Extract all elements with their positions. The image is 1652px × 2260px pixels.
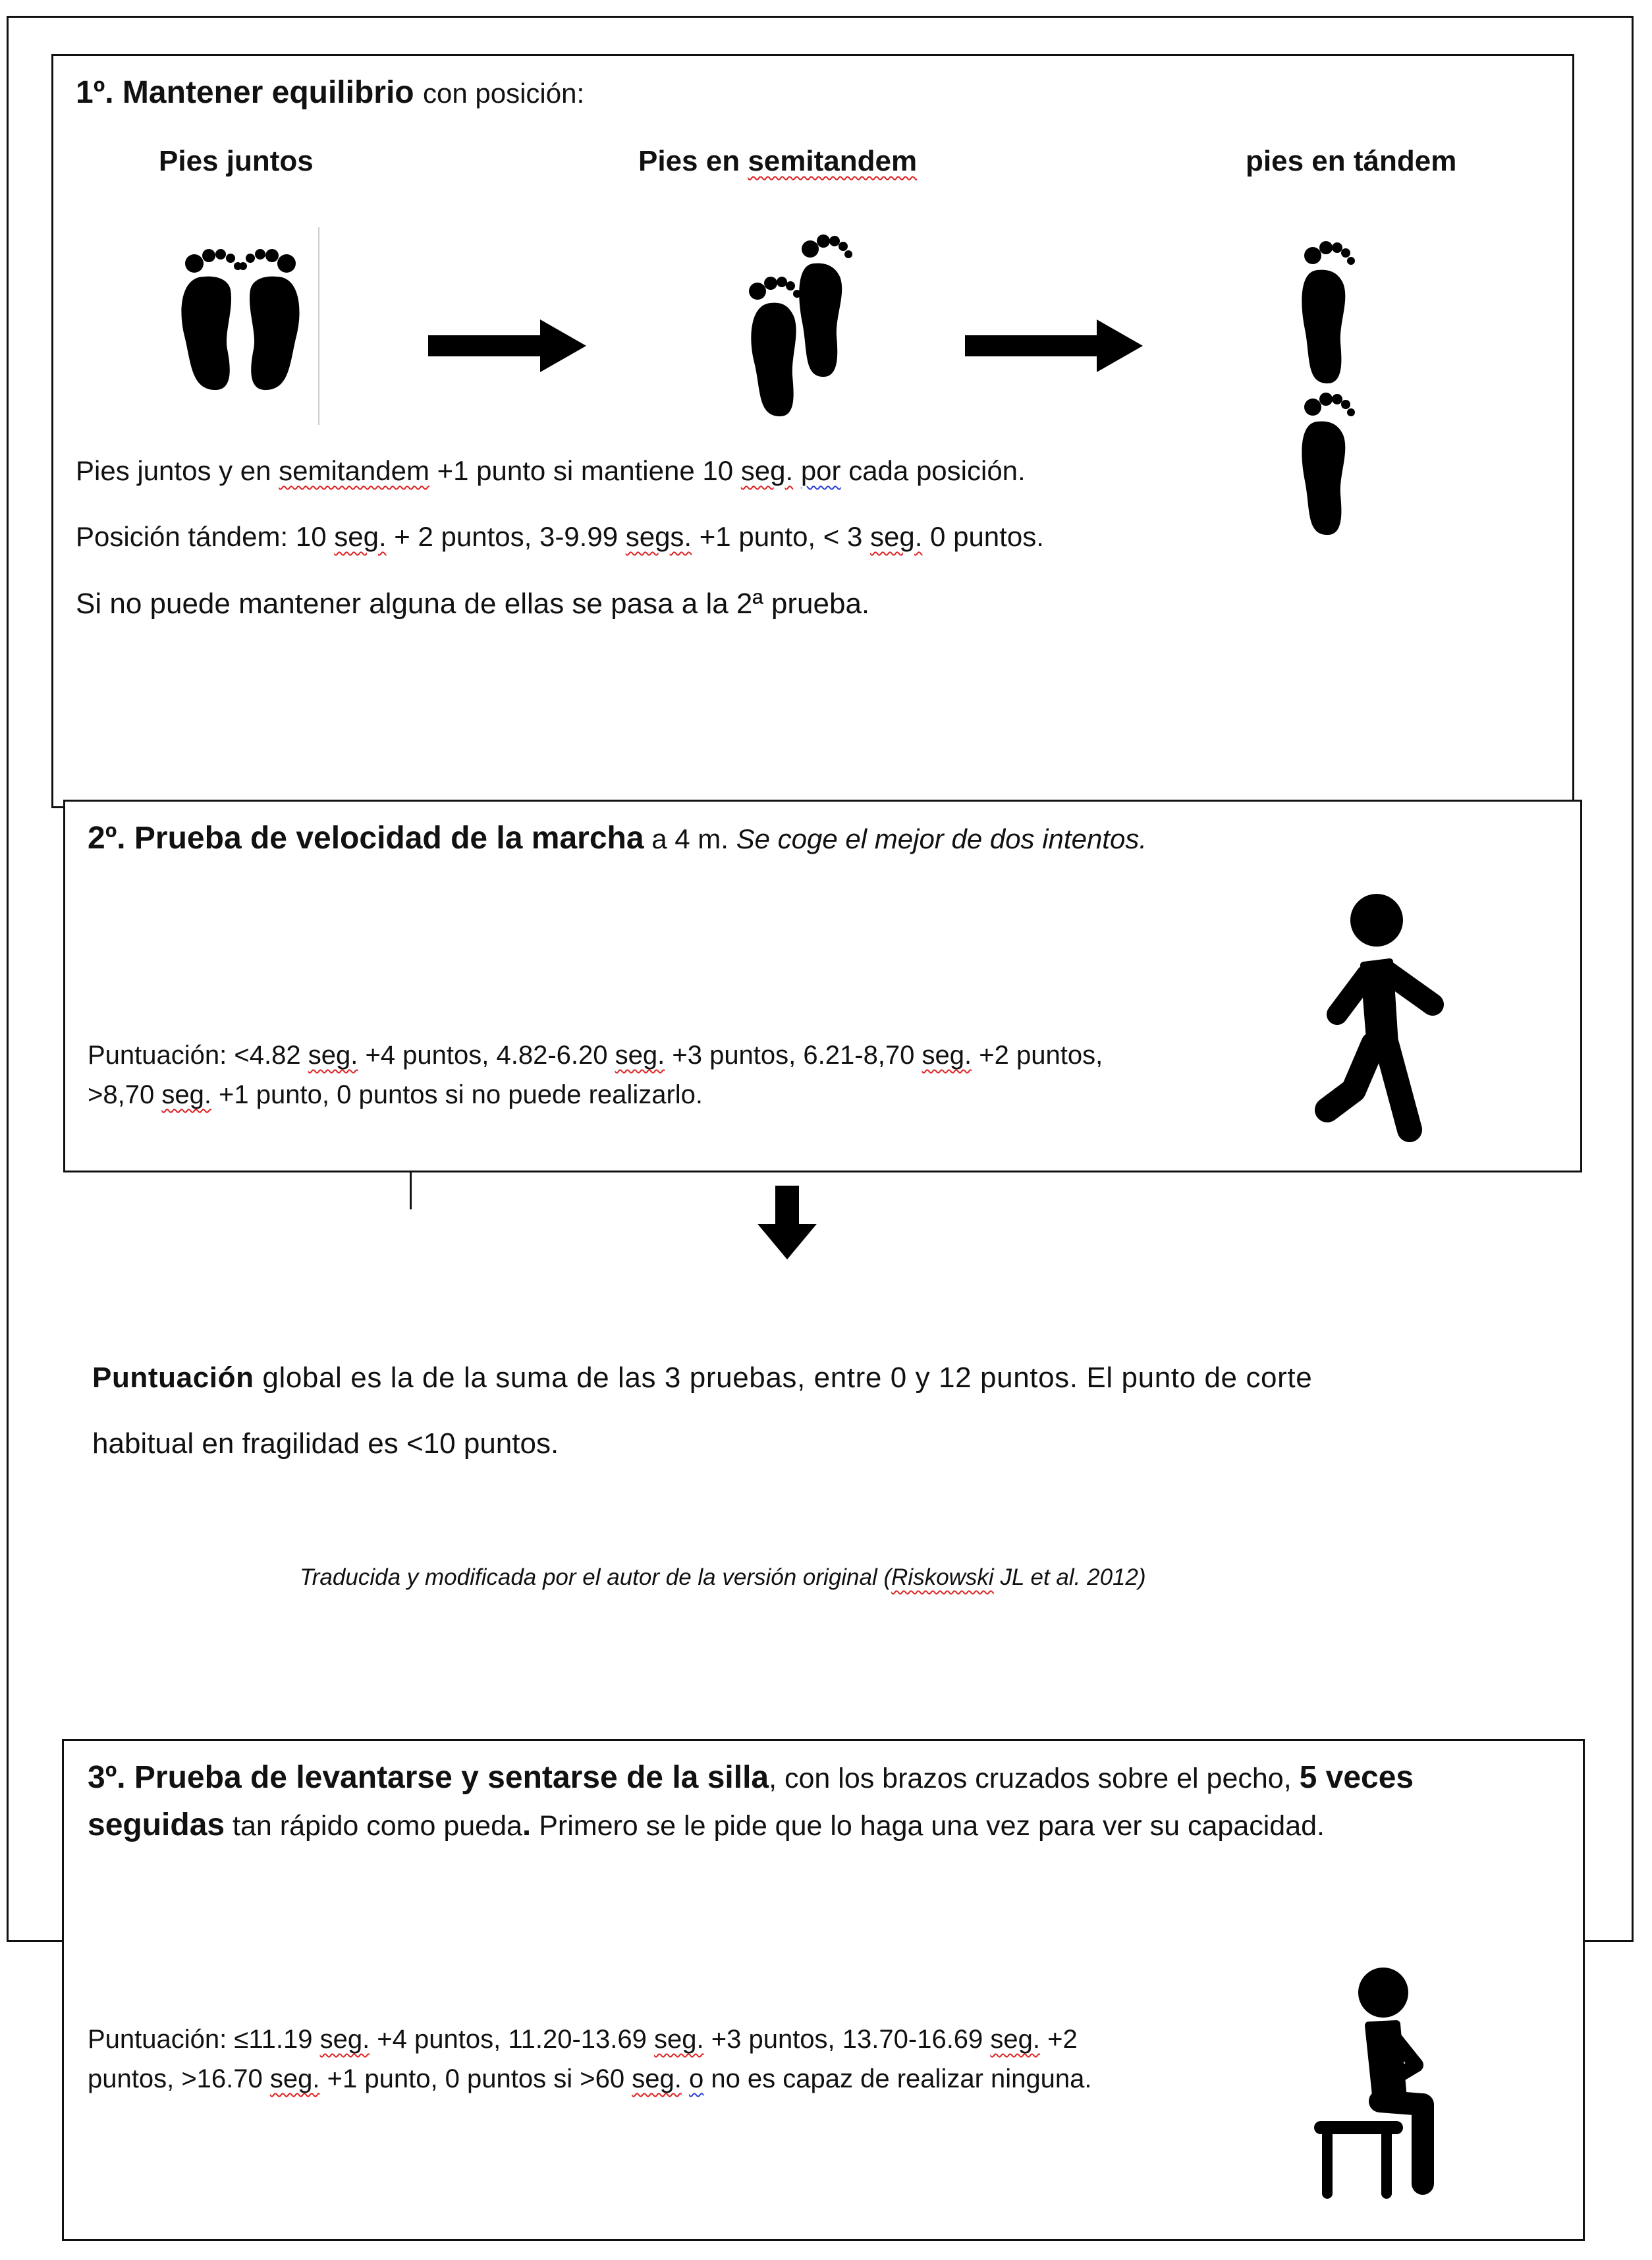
test2-heading <box>88 820 1147 856</box>
test1-title: Mantener equilibrio <box>122 75 414 110</box>
t2s1-c: +4 puntos, 4.82-6.20 <box>358 1041 615 1070</box>
arrow-down-icon <box>757 1186 817 1259</box>
test3-score-line1 <box>88 2020 1078 2058</box>
test2-title-italic: Se coge el mejor de dos intentos. <box>736 823 1147 854</box>
test3-heading-line1 <box>88 1759 1414 1796</box>
t1l1-e <box>793 455 801 486</box>
credit-b: Riskowski <box>891 1564 994 1590</box>
t1l1-a: Pies juntos y en <box>76 455 279 486</box>
t1l2-d: segs. <box>625 521 692 552</box>
t3s1-b: seg. <box>319 2025 370 2054</box>
t3s2-d: seg. <box>632 2064 682 2093</box>
test1-line2 <box>76 517 1044 557</box>
t2s2-b: seg. <box>161 1080 211 1109</box>
divider-line <box>318 227 319 425</box>
feet-tandem-icon <box>1281 231 1373 560</box>
t1l2-f: seg. <box>870 521 923 552</box>
t3s2-e <box>682 2064 689 2093</box>
t1l2-b: seg. <box>334 521 387 552</box>
test3-bold-end: 5 veces <box>1299 1760 1414 1795</box>
global-score-line1 <box>92 1357 1312 1399</box>
test1-title-rest: con posición: <box>422 78 585 109</box>
t1l1-b: semitandem <box>279 455 429 486</box>
label-pies-tandem: pies en tándem <box>1246 145 1457 177</box>
feet-semitandem-icon <box>731 224 863 422</box>
t2s1-b: seg. <box>308 1041 358 1070</box>
credit-c: JL et al. 2012) <box>993 1564 1146 1590</box>
global-score-bold: Puntuación <box>92 1362 254 1394</box>
t3s2-b: seg. <box>269 2064 320 2093</box>
arrow-right-icon <box>428 319 586 372</box>
global-score-text1: global es la de la suma de las 3 pruebas, entre 0 y 12 puntos. El punto de corte <box>254 1362 1313 1394</box>
test3-line2-bold2: . <box>522 1807 532 1842</box>
t2s1-d: seg. <box>615 1041 665 1070</box>
test3-line2-bold: seguidas <box>88 1807 225 1842</box>
t3s2-f: o <box>688 2064 704 2093</box>
t1l2-e: +1 punto, < 3 <box>692 521 870 552</box>
feet-together-icon <box>168 237 313 395</box>
credit-line <box>300 1564 1146 1591</box>
label-semitandem-word: semitandem <box>748 145 918 177</box>
walking-person-icon <box>1317 893 1449 1143</box>
t3s1-d: seg. <box>654 2025 704 2054</box>
t1l2-c: + 2 puntos, 3-9.99 <box>386 521 626 552</box>
t1l1-d: seg. <box>740 455 794 486</box>
credit-a: Traducida y modificada por el autor de la versión original ( <box>300 1564 892 1590</box>
t3s1-f: seg. <box>990 2025 1041 2054</box>
seated-person-chair-icon <box>1317 1966 1449 2203</box>
label-pies-juntos: Pies juntos <box>159 145 314 177</box>
test1-line3: Si no puede mantener alguna de ellas se pasa a la 2ª prueba. <box>76 588 870 620</box>
t3s2-g: no es capaz de realizar ninguna. <box>703 2064 1092 2093</box>
t3s1-c: +4 puntos, 11.20-13.69 <box>370 2025 655 2054</box>
global-score-line2: habitual en fragilidad es <10 puntos. <box>92 1427 559 1460</box>
label-semitandem-prefix: Pies en <box>638 145 748 177</box>
test1-line1 <box>76 451 1026 491</box>
t1l2-a: Posición tándem: 10 <box>76 521 335 552</box>
test3-title-rest: , con los brazos cruzados sobre el pecho, <box>769 1763 1300 1794</box>
t2s1-a: Puntuación: <4.82 <box>88 1041 308 1070</box>
test2-score-line2 <box>88 1076 703 1114</box>
test3-number: 3º. <box>88 1760 126 1795</box>
t1l1-f: por <box>800 455 841 486</box>
test2-score-line1 <box>88 1036 1103 1074</box>
t3s1-a: Puntuación: ≤11.19 <box>88 2025 320 2054</box>
test3-heading-line2 <box>88 1807 1325 1843</box>
t2s1-e: +3 puntos, 6.21-8,70 <box>665 1041 922 1070</box>
test2-title: Prueba de velocidad de la marcha <box>134 821 644 856</box>
t1l1-g: cada posición. <box>840 455 1026 486</box>
t2s1-f: seg. <box>922 1041 972 1070</box>
t2s1-g: +2 puntos, <box>972 1041 1103 1070</box>
test1-number: 1º. <box>76 75 114 110</box>
connector-line <box>410 1172 412 1209</box>
label-semitandem <box>638 145 917 178</box>
t1l1-c: +1 punto si mantiene 10 <box>429 455 741 486</box>
test3-line2-rest: tan rápido como pueda <box>225 1810 522 1842</box>
t3s1-g: +2 <box>1040 2025 1078 2054</box>
test2-title-rest: a 4 m. <box>644 823 736 854</box>
test2-number: 2º. <box>88 821 126 856</box>
t3s2-a: puntos, >16.70 <box>88 2064 270 2093</box>
arrow-right-icon-2 <box>965 319 1143 372</box>
t3s2-c: +1 punto, 0 puntos si >60 <box>319 2064 632 2093</box>
t2s2-a: >8,70 <box>88 1080 162 1109</box>
test3-line2-end: Primero se le pide que lo haga una vez para ver su capacidad. <box>531 1810 1325 1842</box>
t2s2-c: +1 punto, 0 puntos si no puede realizarlo. <box>211 1080 703 1109</box>
test1-heading <box>76 74 584 111</box>
test3-title: Prueba de levantarse y sentarse de la silla <box>134 1760 769 1795</box>
t3s1-e: +3 puntos, 13.70-16.69 <box>703 2025 991 2054</box>
t1l2-g: 0 puntos. <box>922 521 1044 552</box>
test3-score-line2 <box>88 2060 1091 2098</box>
